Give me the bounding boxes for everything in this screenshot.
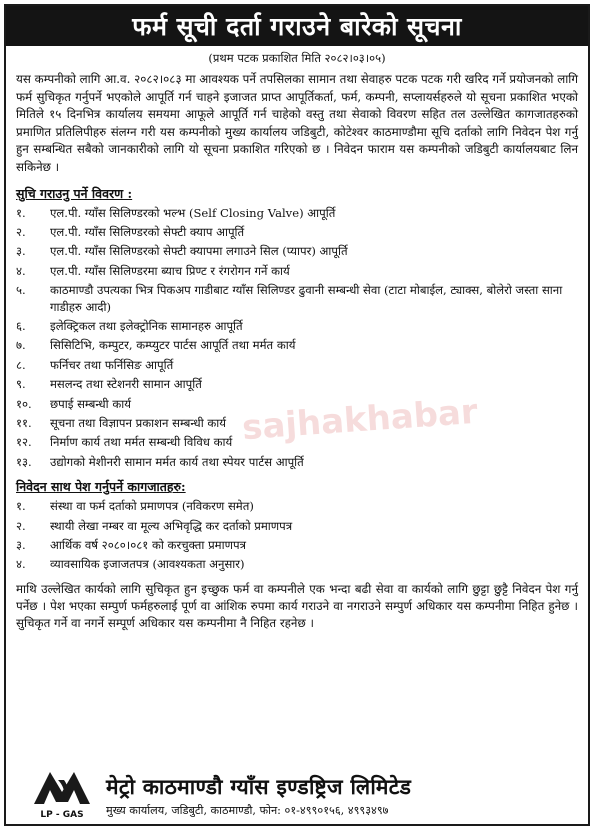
list-item-text: इलेक्ट्रिकल तथा इलेक्ट्रोनिक सामानहरु आपूर्ति bbox=[50, 319, 243, 333]
list-item-text: फर्निचर तथा फर्निसिङ आपूर्ति bbox=[50, 357, 174, 372]
logo-text: LP - GAS bbox=[40, 810, 84, 820]
footer bbox=[6, 766, 588, 824]
list-item bbox=[16, 376, 578, 392]
list-item bbox=[16, 454, 578, 470]
list-item-number: १. bbox=[16, 205, 26, 220]
list-item-number: ९. bbox=[16, 377, 26, 392]
list-item bbox=[16, 205, 578, 221]
list-item-text: सूचना तथा विज्ञापन प्रकाशन सम्बन्धी कार्य bbox=[50, 416, 227, 431]
publication-date: (प्रथम पटक प्रकाशित मिति २०८२।०३।०५) bbox=[208, 51, 386, 65]
list-item bbox=[16, 537, 578, 553]
list-item bbox=[16, 224, 578, 240]
list-item-number: १३. bbox=[16, 454, 32, 469]
closing-paragraph: माथि उल्लेखित कार्यको लागि सुचिकृत हुन इच्छुक फर्म वा कम्पनीले एक भन्दा बढी सेवा वा कार्यको लागि छुट्टा छुट्टै निवेदन पेश गर्नु पर्नेछ । पेश भएका सम्पुर्ण फर्महरुलाई पूर्ण वा आंशिक रुपमा कार्य गराउने वा नगराउने सम्पुर्ण अधिकार यस कम्पनीमा निहित हुनेछ । सुचिकृत गर्ने वा नगर्ने सम्पूर्ण अधिकार यस कम्पनीमा नै निहित रहनेछ । bbox=[16, 581, 578, 631]
list-item-text: एल.पी. ग्याँस सिलिण्डरको भल्भ (Self Closing Valve) आपूर्ति bbox=[50, 205, 336, 220]
list-item bbox=[16, 318, 578, 334]
list-item bbox=[16, 357, 578, 373]
company-name: मेट्रो काठमाण्डौ ग्याँस इण्डष्ट्रिज लिमिटेड bbox=[106, 774, 412, 799]
list-item bbox=[16, 415, 578, 431]
list-item bbox=[16, 498, 578, 514]
company-address: मुख्य कार्यालय, जडिबुटी, काठमाण्डौ, फोन: ०१-४९९०१५६, ४९९३४९७ bbox=[106, 803, 389, 817]
list-item-text: एल.पी. ग्याँस सिलिण्डरको सेफ्टी क्याप आपूर्ति bbox=[50, 224, 245, 239]
list-item-number: ७. bbox=[16, 338, 26, 353]
list-item bbox=[16, 337, 578, 353]
list-item bbox=[16, 396, 578, 412]
documents-list bbox=[6, 498, 588, 573]
list-item-number: ५. bbox=[16, 283, 26, 298]
list-item bbox=[16, 243, 578, 259]
list-item-number: २. bbox=[16, 224, 26, 239]
list-item-number: १. bbox=[16, 499, 26, 514]
flame-logo-icon bbox=[28, 768, 96, 810]
list-item-number: २. bbox=[16, 518, 26, 533]
notice-title: फर्म सूची दर्ता गराउने बारेको सूचना bbox=[6, 6, 588, 46]
list-item-number: ८. bbox=[16, 357, 26, 372]
list-item bbox=[16, 282, 578, 315]
list-item-text: आर्थिक वर्ष २०८०।०८१ को करचुक्ता प्रमाणपत्र bbox=[50, 538, 246, 553]
list-item-number: ४. bbox=[16, 263, 26, 278]
notice-document bbox=[4, 4, 590, 826]
items-list bbox=[6, 205, 588, 471]
company-info bbox=[106, 773, 411, 818]
items-section-heading: सुचि गराउनु पर्ने विवरण : bbox=[16, 185, 133, 201]
list-item-text: काठमाण्डौ उपत्यका भित्र पिकअप गाडीबाट ग्याँस सिलिण्डर ढुवानी सम्बन्धी सेवा (टाटा मोबाईल, ट्याक्स, बोलेरो जस्ता साना गाडीहरु आदी) bbox=[50, 283, 563, 314]
intro-paragraph: यस कम्पनीको लागि आ.व. २०८२।०८३ मा आवश्यक पर्ने तपसिलका सामान तथा सेवाहरु पटक पटक गरी खरिद गर्ने प्रयोजनको लागि फर्म सुचिकृत गर्नुपर्ने भएकोले आपूर्ति गर्न चाहने इजाजत प्राप्त आपूर्तिकर्ता, फर्म, कम्पनी, सप्लायर्सहरुले यो सूचना प्रकाशित भएको मितिले १५ दिनभित्र कार्यालय समयमा आफूले आपूर्ति गर्न चाहेको वस्तु तथा सेवाको विवरण सहित तल उल्लेखित कागजातहरुको प्रमाणित प्रतिलिपीहरु संलग्न गरी यस कम्पनीको मुख्य कार्यालय जडिबुटी, कोटेश्वर काठमाण्डौमा सूचि दर्ताको लागि निवेदन पेश गर्नु हुन सम्बन्धित सबैको जानकारीको लागि यो सूचना प्रकाशित गरिएको छ । निवेदन फाराम यस कम्पनीको जडिबुटी कार्यालयबाट लिन सकिनेछ । bbox=[16, 72, 578, 174]
list-item-number: ११. bbox=[16, 416, 32, 431]
list-item-number: ४. bbox=[16, 557, 26, 572]
list-item-text: उद्योगको मेशीनरी सामान मर्मत कार्य तथा स्पेयर पार्टस आपूर्ति bbox=[50, 454, 304, 469]
company-logo bbox=[28, 768, 96, 822]
list-item-text: एल.पी. ग्याँस सिलिण्डरमा ब्याच प्रिण्ट र रंगरोगन गर्ने कार्य bbox=[50, 263, 290, 278]
list-item bbox=[16, 434, 578, 450]
list-item-text: सिसिटिभि, कम्पुटर, कम्प्युटर पार्टस आपूर्ति तथा मर्मत कार्य bbox=[50, 338, 296, 353]
list-item-text: स्थायी लेखा नम्बर वा मूल्य अभिवृद्धि कर दर्ताको प्रमाणपत्र bbox=[50, 518, 293, 533]
list-item-number: १०. bbox=[16, 396, 32, 411]
list-item-text: मसलन्द तथा स्टेशनरी सामान आपूर्ति bbox=[50, 377, 202, 392]
list-item-text: छपाई सम्बन्धी कार्य bbox=[50, 396, 131, 411]
list-item-text: व्यावसायिक इजाजतपत्र (आवश्यकता अनुसार) bbox=[50, 557, 245, 572]
list-item bbox=[16, 518, 578, 534]
list-item-number: ३. bbox=[16, 538, 26, 553]
list-item-text: निर्माण कार्य तथा मर्मत सम्बन्धी विविध कार्य bbox=[50, 435, 233, 450]
list-item bbox=[16, 556, 578, 572]
list-item-text: संस्था वा फर्म दर्ताको प्रमाणपत्र (नविकरण समेत) bbox=[50, 499, 254, 514]
watermark: sajhakhabar bbox=[240, 391, 479, 449]
documents-section-heading: निवेदन साथ पेश गर्नुपर्ने कागजातहरु: bbox=[16, 479, 186, 495]
list-item-number: १२. bbox=[16, 435, 32, 450]
list-item bbox=[16, 263, 578, 279]
list-item-number: ३. bbox=[16, 244, 26, 259]
list-item-number: ६. bbox=[16, 319, 26, 333]
list-item-text: एल.पी. ग्याँस सिलिण्डरको सेफ्टी क्यापमा लगाउने सिल (प्यापर) आपूर्ति bbox=[50, 244, 348, 259]
